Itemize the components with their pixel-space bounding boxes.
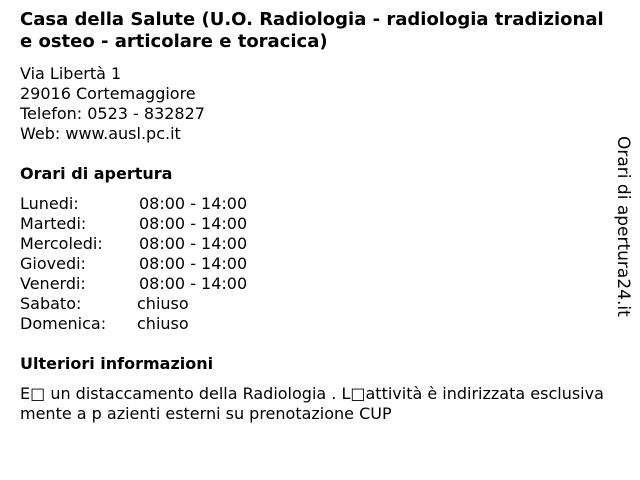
additional-info-heading: Ulteriori informazioni bbox=[20, 354, 214, 373]
day-label: Sabato: bbox=[20, 294, 82, 313]
hours-value: 08:00 - 14:00 bbox=[139, 214, 248, 233]
day-label: Mercoledi: bbox=[20, 234, 103, 253]
address-block bbox=[20, 64, 205, 144]
day-label: Giovedi: bbox=[20, 254, 86, 273]
page-title: Casa della Salute (U.O. Radiologia - radiologia tradizionale osteo - articolare e toracica) bbox=[20, 9, 604, 52]
city-address: 29016 Cortemaggiore bbox=[20, 84, 196, 103]
hours-value: chiuso bbox=[137, 314, 189, 333]
phone-number: Telefon: 0523 - 832827 bbox=[20, 104, 205, 123]
website: Web: www.ausl.pc.it bbox=[20, 124, 181, 143]
hours-value: 08:00 - 14:00 bbox=[139, 274, 248, 293]
additional-info-text: E□ un distaccamento della Radiologia . L□attività è indirizzata esclusivamente a p azienti esterni su prenotazione CUP bbox=[20, 384, 604, 423]
street-address: Via Libertà 1 bbox=[20, 64, 122, 83]
day-label: Domenica: bbox=[20, 314, 107, 333]
hours-value: 08:00 - 14:00 bbox=[139, 194, 248, 213]
site-watermark: Orari di apertura24.it bbox=[613, 136, 633, 317]
hours-value: 08:00 - 14:00 bbox=[139, 254, 248, 273]
day-label: Venerdi: bbox=[20, 274, 86, 293]
hours-value: 08:00 - 14:00 bbox=[139, 234, 248, 253]
day-label: Martedi: bbox=[20, 214, 87, 233]
opening-hours-heading: Orari di apertura bbox=[20, 164, 173, 183]
day-label: Lunedi: bbox=[20, 194, 79, 213]
hours-value: chiuso bbox=[137, 294, 189, 313]
